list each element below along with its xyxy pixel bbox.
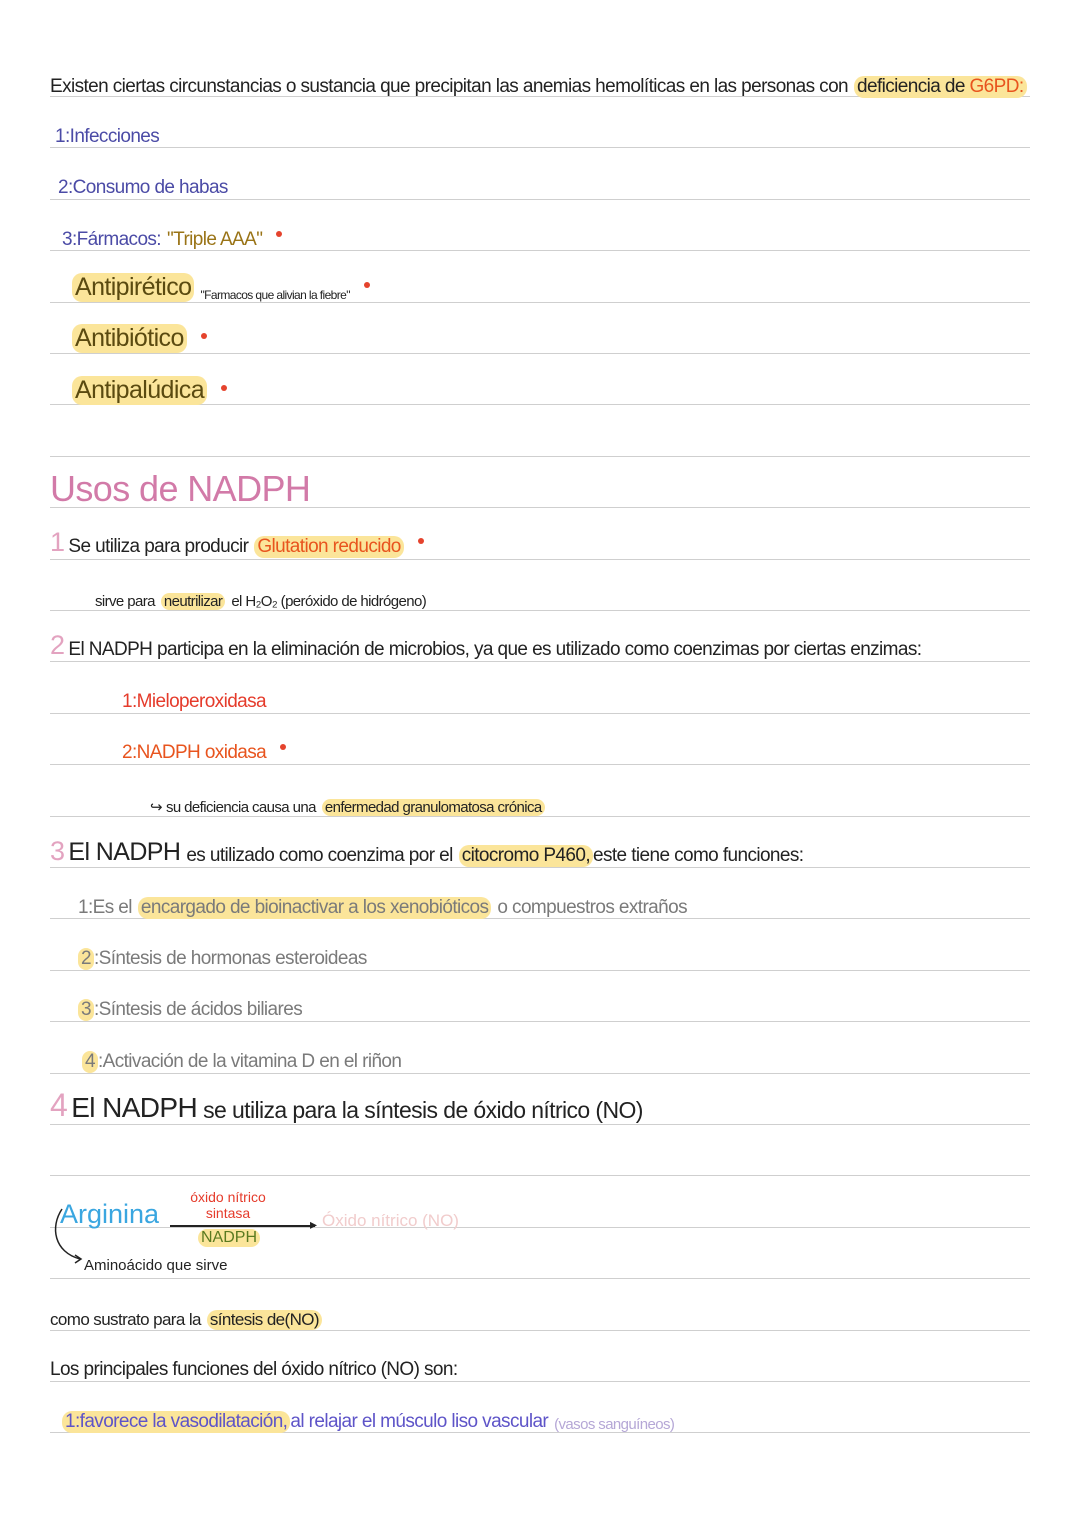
function-3 — [78, 981, 1058, 1021]
drug-label: Antipalúdica — [72, 376, 207, 405]
enzyme-label: 1:Mieloperoxidasa — [122, 691, 266, 712]
line-text: como sustrato para la — [50, 1310, 201, 1329]
rule-line — [50, 970, 1030, 971]
intro-highlight — [854, 76, 1027, 98]
cofactor-label: NADPH — [198, 1229, 260, 1247]
line-highlight: síntesis de(NO) — [207, 1310, 322, 1330]
rule-line — [50, 456, 1030, 457]
arrow-head-icon: ▸ — [310, 1216, 318, 1232]
use-text: es utilizado como coenzima por el — [186, 845, 453, 866]
rule-line — [50, 661, 1030, 662]
rule-line — [50, 610, 1030, 611]
curved-arrow-icon: ↪ — [150, 799, 162, 816]
cause-label: 2:Consumo de habas — [58, 177, 228, 198]
cause-label: 3:Fármacos: — [62, 229, 161, 250]
bullet-icon — [276, 231, 282, 237]
use-text: Se utiliza para producir — [68, 536, 249, 557]
enzyme-2 — [122, 724, 1080, 764]
intro-text: Existen ciertas circunstancias o sustancia que precipitan las anemias hemolíticas en las personas con — [50, 76, 849, 97]
note-text: sirve para — [95, 593, 155, 610]
function-number: 2 — [78, 948, 94, 970]
highlight-text: deficiencia de — [857, 76, 965, 97]
product-label: Óxido nítrico (NO) — [322, 1211, 459, 1230]
functions-title — [50, 1341, 1030, 1381]
reaction-diagram — [50, 1185, 510, 1280]
function-paren: (vasos sanguíneos) — [554, 1416, 675, 1433]
enzyme-label: 2:NADPH oxidasa — [122, 742, 267, 763]
function-text: 1:Es el — [78, 897, 132, 918]
function-2 — [78, 930, 1058, 970]
use-number: 1 — [50, 527, 65, 557]
use-text: El NADPH participa en la eliminación de microbios, ya que es utilizado como coenzimas por ciertas enzimas: — [68, 639, 922, 660]
use-number: 4 — [50, 1087, 68, 1123]
function-text: :Activación de la vitamina D en el riñon — [97, 1051, 402, 1072]
rule-line — [50, 867, 1030, 868]
function-text: o compuestros extraños — [497, 897, 687, 918]
enzyme-label: óxido nítrico sintasa — [190, 1189, 266, 1221]
drug-label: Antipirético — [72, 273, 194, 302]
rule-line — [50, 713, 1030, 714]
bullet-icon — [201, 333, 207, 339]
drug-2 — [72, 313, 1052, 353]
rule-line — [50, 302, 1030, 303]
use-number: 2 — [50, 630, 65, 660]
cause-1 — [55, 108, 1035, 148]
no-function-1 — [62, 1393, 1042, 1433]
note-highlight: enfermedad granulomatosa crónica — [322, 799, 545, 816]
function-text: al relajar el músculo liso vascular — [290, 1411, 549, 1432]
rule-line — [50, 1124, 1030, 1125]
cause-label: 1:Infecciones — [55, 126, 160, 147]
use-1 — [50, 518, 1030, 558]
rule-line — [50, 1381, 1030, 1382]
cause-3 — [62, 211, 1042, 251]
intro-line — [50, 58, 1030, 98]
drug-note: "Farmacos que alivian la fiebre" — [200, 288, 350, 302]
function-number: 3 — [78, 999, 94, 1021]
use-2-note — [150, 776, 1080, 816]
note-text: el H₂O₂ (peróxido de hidrógeno) — [231, 593, 427, 610]
arrow-line — [170, 1225, 315, 1227]
drug-3 — [72, 365, 1052, 405]
rule-line — [50, 816, 1030, 817]
bullet-icon — [221, 385, 227, 391]
rule-line — [50, 1021, 1030, 1022]
function-highlight: 1:favorece la vasodilatación, — [62, 1411, 290, 1433]
enzyme-1 — [122, 673, 1080, 713]
use-1-note — [95, 570, 1075, 610]
rule-line — [50, 764, 1030, 765]
citocromo-highlight: citocromo P460, — [459, 845, 593, 867]
line-text: Los principales funciones del óxido nítrico (NO) son: — [50, 1359, 458, 1380]
bullet-icon — [280, 744, 286, 750]
bullet-icon — [364, 282, 370, 288]
function-text: :Síntesis de hormonas esteroideas — [93, 948, 367, 969]
g6pd-label: G6PD: — [969, 76, 1024, 97]
note-text: su deficiencia causa una — [165, 799, 316, 816]
rule-line — [50, 559, 1030, 560]
rule-line — [50, 353, 1030, 354]
triple-aaa: "Triple AAA" — [167, 229, 263, 250]
use-2 — [50, 621, 1030, 661]
use-text: se utiliza para la síntesis de óxido nítrico (NO) — [203, 1097, 643, 1123]
glutation-highlight: Glutation reducido — [254, 536, 403, 558]
function-4 — [82, 1033, 1062, 1073]
use-3 — [50, 827, 1030, 867]
use-4 — [50, 1084, 1030, 1124]
note-text: Aminoácido que sirve — [84, 1257, 228, 1274]
cause-2 — [58, 159, 1038, 199]
substrate-line — [50, 1290, 1030, 1330]
rule-line — [50, 1073, 1030, 1074]
use-text: este tiene como funciones: — [593, 845, 804, 866]
function-text: :Síntesis de ácidos biliares — [93, 999, 303, 1020]
use-lead: El NADPH — [71, 1092, 198, 1123]
use-number: 3 — [50, 836, 65, 866]
heading-text: Usos de NADPH — [50, 468, 311, 509]
rule-line — [50, 1175, 1030, 1176]
use-lead: El NADPH — [68, 838, 181, 866]
rule-line — [50, 199, 1030, 200]
function-number: 4 — [82, 1051, 98, 1073]
bullet-icon — [418, 538, 424, 544]
substrate-label: Arginina — [60, 1199, 160, 1229]
note-highlight: neutrilizar — [161, 593, 225, 610]
drug-1 — [72, 262, 1052, 302]
rule-line — [50, 1330, 1030, 1331]
function-1 — [78, 879, 1058, 919]
section-title — [50, 462, 1030, 510]
drug-label: Antibiótico — [72, 324, 187, 353]
function-highlight: encargado de bioinactivar a los xenobióticos — [138, 897, 492, 919]
